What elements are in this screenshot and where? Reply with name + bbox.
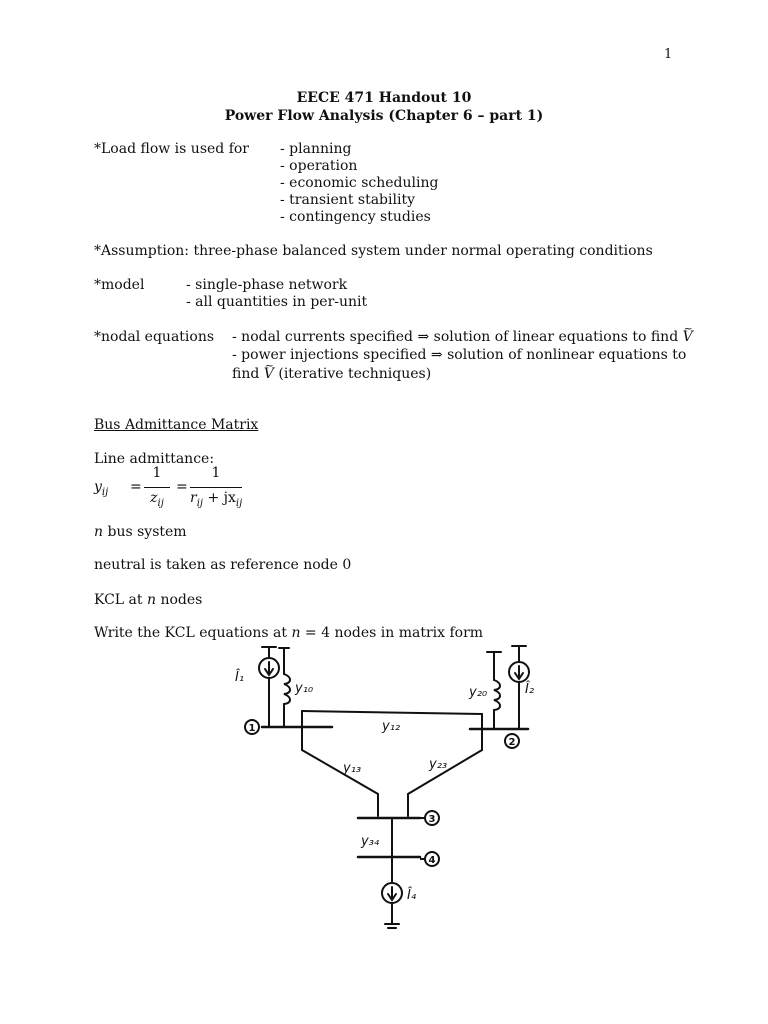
n-bus-text: bus system bbox=[103, 524, 187, 540]
formula-num-2: 1 bbox=[211, 465, 221, 481]
voltage-symbol: ~ V bbox=[264, 366, 274, 383]
formula-lhs-var: y bbox=[94, 479, 102, 495]
label-y20: y₂₀ bbox=[469, 685, 488, 700]
kcl-var: n bbox=[146, 592, 156, 608]
page-number: 1 bbox=[664, 47, 673, 62]
formula-lhs-sub: ij bbox=[101, 486, 109, 498]
formula-num-1: 1 bbox=[152, 465, 162, 481]
shunt-inductor-1 bbox=[284, 674, 290, 704]
write-kcl-mid: = 4 bbox=[300, 625, 331, 641]
formula-eq-2: = bbox=[176, 479, 188, 495]
document-title: EECE 471 Handout 10 bbox=[296, 90, 472, 106]
load-flow-item: - planning bbox=[280, 141, 352, 157]
label-i2: Î₂ bbox=[525, 682, 535, 697]
label-y34: y₃₄ bbox=[361, 834, 380, 849]
write-kcl-post: nodes in matrix form bbox=[330, 625, 484, 641]
n-var: n bbox=[94, 524, 104, 540]
node-3-label: 3 bbox=[428, 814, 436, 825]
formula-den-2-mid: + jx bbox=[203, 490, 236, 506]
load-flow-item: - economic scheduling bbox=[280, 175, 439, 191]
voltage-symbol: ~ V bbox=[683, 329, 693, 346]
load-flow-item: - contingency studies bbox=[280, 209, 431, 225]
formula-den-2-sub2: ij bbox=[235, 497, 243, 509]
model-item: - single-phase network bbox=[186, 277, 348, 293]
load-flow-item: - transient stability bbox=[280, 192, 415, 208]
neutral-text: neutral is taken as reference node 0 bbox=[94, 557, 352, 573]
assumption-text: *Assumption: three-phase balanced system under normal operating conditions bbox=[94, 243, 653, 259]
label-y10: y₁₀ bbox=[295, 681, 314, 696]
label-y12: y₁₂ bbox=[382, 719, 401, 734]
formula-den-1-var: z bbox=[150, 490, 158, 506]
line-y13 bbox=[302, 727, 378, 816]
kcl-pre: KCL at bbox=[94, 592, 147, 608]
load-flow-item: - operation bbox=[280, 158, 358, 174]
line-y12 bbox=[302, 711, 482, 714]
label-i1: Î₁ bbox=[235, 670, 245, 685]
formula-eq-1: = bbox=[130, 479, 142, 495]
label-y13: y₁₃ bbox=[343, 761, 362, 776]
node-2-label: 2 bbox=[508, 737, 516, 748]
nodal-line-3-pre: find bbox=[232, 366, 264, 382]
load-flow-label: *Load flow is used for bbox=[94, 141, 249, 157]
node-1-label: 1 bbox=[248, 723, 256, 734]
formula-den-2-sub: ij bbox=[196, 497, 204, 509]
kcl-post: nodes bbox=[156, 592, 203, 608]
model-label: *model bbox=[94, 277, 145, 293]
line-admittance-label: Line admittance: bbox=[94, 451, 215, 467]
formula-den-1-sub: ij bbox=[157, 497, 164, 509]
nodal-line-3-post: (iterative techniques) bbox=[273, 366, 432, 382]
nodal-line-1-text: - nodal currents specified ⇒ solution of linear equations to find bbox=[232, 329, 683, 345]
formula-den-2-var: r bbox=[190, 490, 197, 506]
document-subtitle: Power Flow Analysis (Chapter 6 – part 1) bbox=[224, 108, 544, 124]
label-y23: y₂₃ bbox=[429, 757, 448, 772]
nodal-label: *nodal equations bbox=[94, 329, 215, 345]
model-item: - all quantities in per-unit bbox=[186, 294, 368, 310]
line-y23 bbox=[408, 729, 482, 816]
write-kcl-var: n bbox=[291, 625, 301, 641]
label-i4: Î₄ bbox=[407, 888, 417, 903]
write-kcl-pre: Write the KCL equations at bbox=[94, 625, 292, 641]
nodal-line-2: - power injections specified ⇒ solution of nonlinear equations to bbox=[232, 347, 687, 363]
node-4-label: 4 bbox=[428, 855, 436, 866]
shunt-inductor-2 bbox=[494, 680, 500, 710]
section-heading: Bus Admittance Matrix bbox=[94, 417, 259, 433]
